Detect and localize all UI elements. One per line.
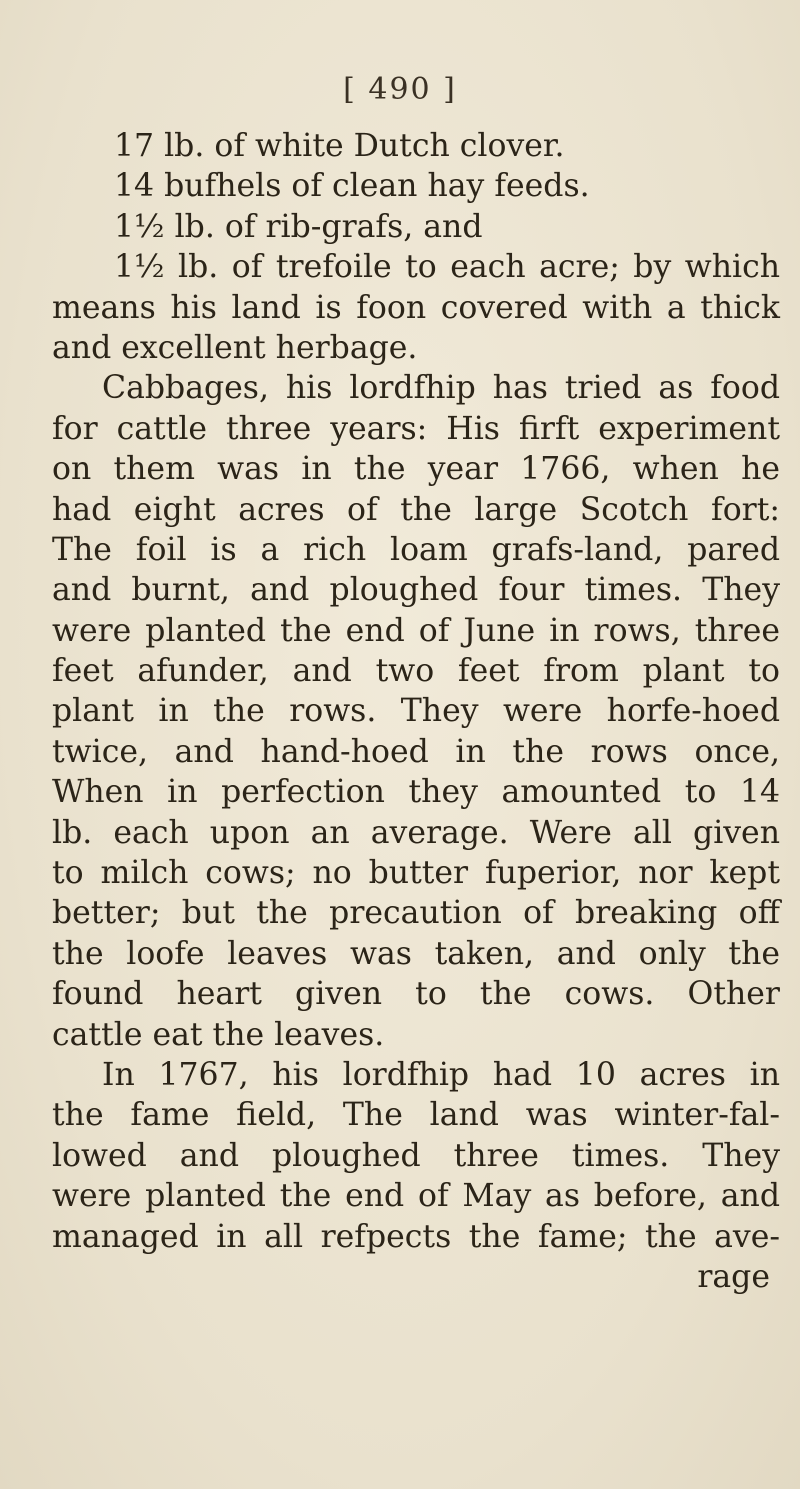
- page-number: [ 490 ]: [343, 72, 457, 107]
- text-line: were planted the end of June in rows, three: [52, 612, 780, 649]
- body-text: [52, 126, 780, 1297]
- text-line: 1½ lb. of rib-grafs, and: [114, 208, 483, 245]
- text-line: The foil is a rich loam grafs-land, pared: [52, 531, 780, 568]
- text-line: plant in the rows. They were horfe-hoed: [52, 693, 780, 730]
- text-line: 1½ lb. of trefoile to each acre; by which: [114, 249, 780, 286]
- text-line: 14 bufhels of clean hay feeds.: [114, 168, 590, 205]
- text-line: lowed and ploughed three times. They: [52, 1137, 780, 1174]
- text-line: twice, and hand-hoed in the rows once,: [52, 733, 780, 770]
- text-line: were planted the end of May as before, and: [52, 1178, 780, 1215]
- text-line: When in perfection they amounted to 14: [52, 774, 780, 811]
- text-line: the fame field, The land was winter-fal-: [52, 1097, 780, 1134]
- text-line: better; but the precaution of breaking off: [52, 895, 780, 932]
- catchword: rage: [697, 1258, 770, 1295]
- text-line: lb. each upon an average. Were all given: [52, 814, 780, 851]
- text-line: and burnt, and ploughed four times. They: [52, 572, 780, 609]
- text-line: the loofe leaves was taken, and only the: [52, 935, 780, 972]
- text-line: for cattle three years: His firft experiment: [52, 410, 780, 447]
- text-line: and excellent herbage.: [52, 329, 418, 366]
- text-line: Cabbages, his lordfhip has tried as food: [102, 370, 780, 407]
- text-line: feet afunder, and two feet from plant to: [52, 653, 780, 690]
- text-line: In 1767, his lordfhip had 10 acres in: [102, 1056, 780, 1093]
- text-line: 17 lb. of white Dutch clover.: [114, 128, 565, 164]
- text-line: on them was in the year 1766, when he: [52, 451, 780, 488]
- text-line: had eight acres of the large Scotch fort:: [52, 491, 780, 528]
- text-line: means his land is foon covered with a thick: [52, 289, 780, 326]
- text-line: cattle eat the leaves.: [52, 1016, 385, 1053]
- text-line: managed in all refpects the fame; the ave-: [52, 1218, 780, 1255]
- text-line: found heart given to the cows. Other: [52, 976, 780, 1013]
- text-line: to milch cows; no butter fuperior, nor kept: [52, 855, 780, 892]
